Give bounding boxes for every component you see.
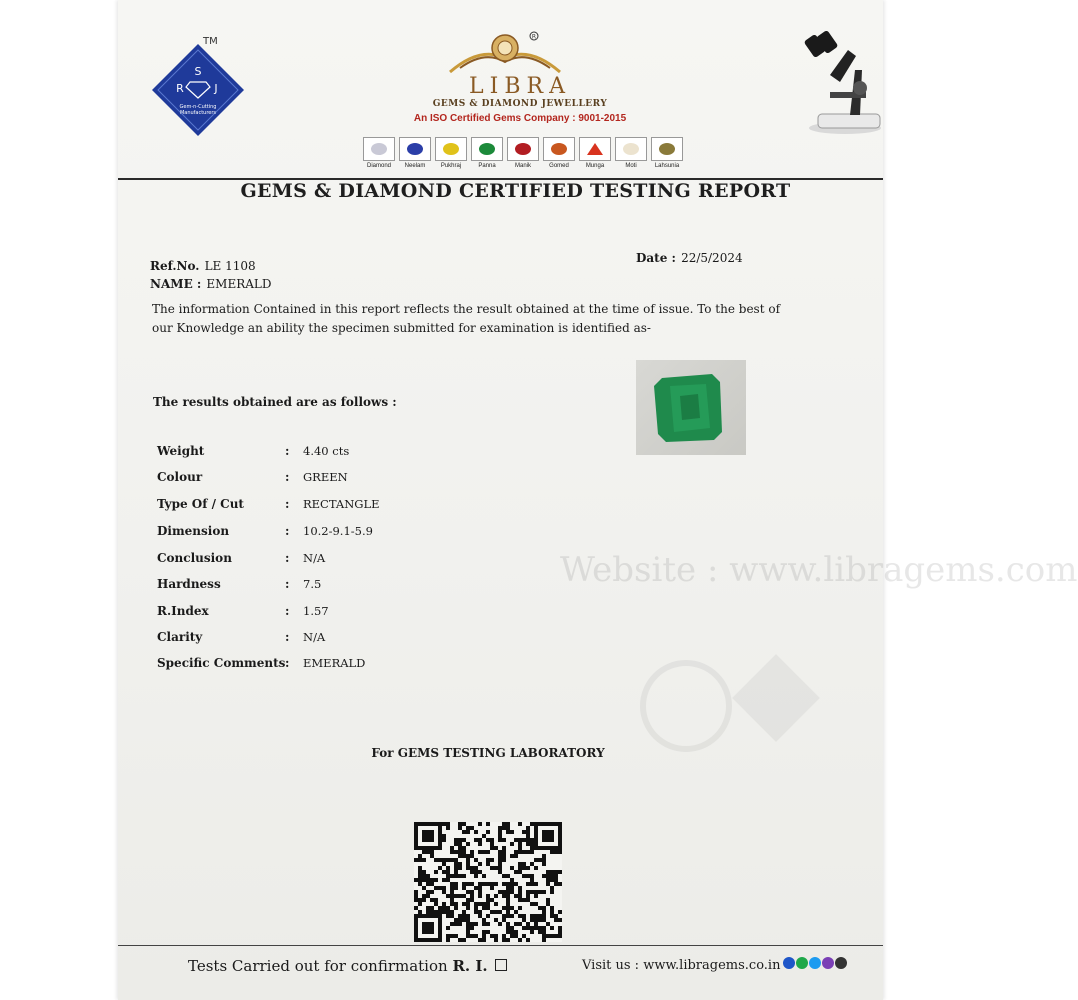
gem-label: Gomed bbox=[549, 163, 569, 169]
emerald-stone-icon bbox=[636, 360, 746, 455]
gem-label: Neelam bbox=[404, 163, 426, 169]
gem-label: Lahsunia bbox=[654, 163, 680, 169]
ref-number bbox=[150, 255, 256, 274]
footer-confirmation bbox=[188, 957, 507, 975]
spec-colon: : bbox=[285, 470, 290, 484]
gem-swatch-icon bbox=[363, 137, 395, 161]
spec-value: 1.57 bbox=[303, 604, 329, 618]
ref-value: LE 1108 bbox=[204, 259, 256, 273]
svg-text:Gem-n-Cutting: Gem-n-Cutting bbox=[179, 104, 217, 110]
svg-text:J: J bbox=[214, 82, 218, 95]
spec-value: GREEN bbox=[303, 470, 348, 484]
gem-label: Moti bbox=[625, 163, 637, 169]
spec-value: EMERALD bbox=[303, 656, 366, 670]
spec-label: Conclusion bbox=[157, 551, 232, 565]
microscope-icon bbox=[800, 30, 885, 135]
footer-divider bbox=[118, 945, 883, 946]
report-date bbox=[636, 247, 743, 266]
gem-swatch-icon bbox=[435, 137, 467, 161]
spec-value: 7.5 bbox=[303, 577, 322, 591]
confirmation-text: Tests Carried out for confirmation bbox=[188, 957, 448, 975]
gem-gomed bbox=[543, 137, 575, 169]
gem-label: Manik bbox=[514, 163, 531, 169]
libra-brand-name: LIBRA bbox=[469, 74, 571, 99]
gem-label: Diamond bbox=[366, 163, 391, 169]
spec-colon: : bbox=[285, 577, 290, 591]
trademark-mark: TM bbox=[203, 36, 218, 47]
spec-colon: : bbox=[285, 604, 290, 618]
spec-row bbox=[157, 444, 457, 464]
spec-label: Weight bbox=[157, 444, 205, 458]
spec-label: R.Index bbox=[157, 604, 209, 618]
spec-colon: : bbox=[285, 630, 290, 644]
social-icons bbox=[782, 957, 847, 973]
spec-value: N/A bbox=[303, 630, 326, 644]
youtube-icon bbox=[822, 957, 834, 969]
specimen-photo bbox=[636, 360, 746, 455]
spec-colon: : bbox=[285, 524, 290, 538]
gem-swatch-icon bbox=[399, 137, 431, 161]
svg-text:Manufacturers: Manufacturers bbox=[179, 110, 217, 116]
gem-strip bbox=[363, 137, 683, 169]
gem-diamond bbox=[363, 137, 395, 169]
iso-certification-line: An ISO Certified Gems Company : 9001-2015 bbox=[413, 113, 627, 124]
spec-label: Hardness bbox=[157, 577, 221, 591]
gem-neelam bbox=[399, 137, 431, 169]
gem-lahsunia bbox=[651, 137, 683, 169]
gem-swatch-icon bbox=[471, 137, 503, 161]
footer-website bbox=[582, 957, 847, 973]
qr-code-icon bbox=[414, 822, 562, 942]
gem-swatch-icon bbox=[651, 137, 683, 161]
report-title: GEMS & DIAMOND CERTIFIED TESTING REPORT bbox=[240, 180, 791, 202]
spec-label: Specific Comments bbox=[157, 656, 286, 670]
twitter-icon bbox=[809, 957, 821, 969]
whatsapp-icon bbox=[796, 957, 808, 969]
svg-text:S: S bbox=[194, 65, 202, 78]
svg-text:R: R bbox=[176, 82, 184, 95]
gem-swatch-icon bbox=[579, 137, 611, 161]
gem-swatch-icon bbox=[507, 137, 539, 161]
spec-label: Type Of / Cut bbox=[157, 497, 244, 511]
libra-emblem-icon bbox=[440, 28, 570, 80]
spec-row bbox=[157, 577, 457, 597]
lab-signature-line: For GEMS TESTING LABORATORY bbox=[371, 746, 605, 760]
instagram-icon bbox=[835, 957, 847, 969]
facebook-icon bbox=[783, 957, 795, 969]
gem-swatch-icon bbox=[543, 137, 575, 161]
gem-label: Panna bbox=[478, 163, 496, 169]
gem-moti bbox=[615, 137, 647, 169]
results-heading: The results obtained are as follows : bbox=[153, 395, 397, 409]
website-watermark: Website : www.libragems.com bbox=[560, 550, 1078, 590]
spec-row bbox=[157, 656, 457, 676]
specimen-name bbox=[150, 273, 272, 292]
spec-label: Dimension bbox=[157, 524, 230, 538]
ref-label: Ref.No. bbox=[150, 259, 200, 273]
svg-text:R: R bbox=[531, 33, 537, 41]
spec-label: Colour bbox=[157, 470, 203, 484]
gem-panna bbox=[471, 137, 503, 169]
srj-logo bbox=[150, 42, 246, 138]
spec-row bbox=[157, 470, 457, 490]
gem-manik bbox=[507, 137, 539, 169]
gem-label: Pukhraj bbox=[440, 163, 462, 169]
spec-value: 10.2-9.1-5.9 bbox=[303, 524, 373, 538]
intro-paragraph: The information Contained in this report reflects the result obtained at the time of issue. To the best of our Knowledge an ability the specimen submitted for examination is identified as- bbox=[152, 302, 781, 335]
spec-colon: : bbox=[285, 444, 290, 458]
date-label: Date : bbox=[636, 251, 676, 265]
spec-colon: : bbox=[285, 656, 290, 670]
spec-value: N/A bbox=[303, 551, 326, 565]
date-value: 22/5/2024 bbox=[681, 251, 743, 265]
libra-subtitle: GEMS & DIAMOND JEWELLERY bbox=[432, 99, 608, 109]
spec-row bbox=[157, 551, 457, 571]
spec-value: RECTANGLE bbox=[303, 497, 380, 511]
name-label: NAME : bbox=[150, 277, 202, 291]
website-text: Visit us : www.libragems.co.in bbox=[582, 957, 781, 973]
gem-swatch-icon bbox=[615, 137, 647, 161]
gem-label: Munga bbox=[585, 163, 605, 169]
spec-row bbox=[157, 630, 457, 650]
spec-value: 4.40 cts bbox=[303, 444, 350, 458]
spec-colon: : bbox=[285, 497, 290, 511]
spec-row bbox=[157, 497, 457, 517]
spec-colon: : bbox=[285, 551, 290, 565]
confirmation-ri: R. I. bbox=[452, 957, 488, 975]
ri-checkbox-icon bbox=[495, 959, 507, 971]
name-value: EMERALD bbox=[206, 277, 272, 291]
gem-munga bbox=[579, 137, 611, 169]
seal-watermark bbox=[640, 660, 732, 752]
spec-label: Clarity bbox=[157, 630, 203, 644]
gem-pukhraj bbox=[435, 137, 467, 169]
spec-row bbox=[157, 524, 457, 544]
spec-row bbox=[157, 604, 457, 624]
